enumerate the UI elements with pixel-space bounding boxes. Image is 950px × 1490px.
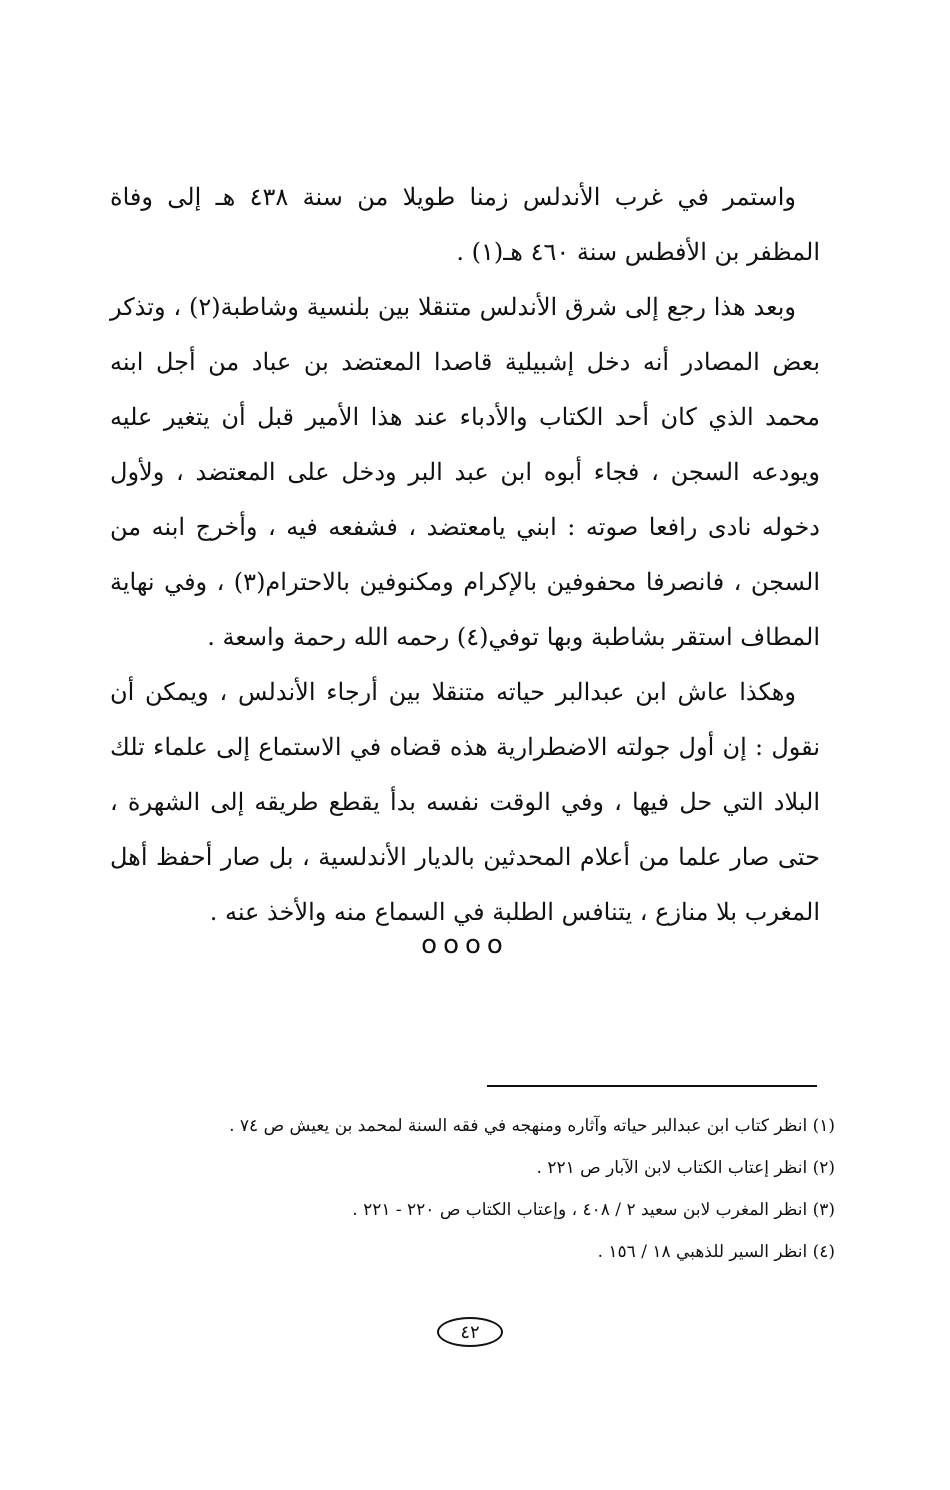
main-text <box>110 170 820 940</box>
paragraph-1: واستمر في غرب الأندلس زمنا طويلا من سنة ٤٣٨ هـ إلى وفاة المظفر بن الأفطس سنة ٤٦٠ هـ(١) . <box>110 183 820 266</box>
footnote-divider <box>487 1085 817 1087</box>
footnote-4: (٤) انظر السير للذهبي ١٨ / ١٥٦ . <box>597 1242 835 1262</box>
footnote-2: (٢) انظر إعتاب الكتاب لابن الآبار ص ٢٢١ . <box>536 1158 835 1178</box>
footnote-1: (١) انظر كتاب ابن عبدالبر حياته وآثاره ومنهجه في فقه السنة لمحمد بن يعيش ص ٧٤ . <box>229 1116 835 1136</box>
footnote-3: (٣) انظر المغرب لابن سعيد ٢ / ٤٠٨ ، وإعتاب الكتاب ص ٢٢٠ - ٢٢١ . <box>352 1200 835 1220</box>
footnotes <box>120 1105 835 1273</box>
section-ornament: oooo <box>421 930 509 960</box>
paragraph-2: وبعد هذا رجع إلى شرق الأندلس متنقلا بين بلنسية وشاطبة(٢) ، وتذكر بعض المصادر أنه دخل إشبيلية قاصدا المعتضد بن عباد من أجل ابنه محمد الذي كان أحد الكتاب والأدباء عند هذا الأمير قبل أن يتغير عليه ويودعه السجن ، فجاء أبوه ابن عبد البر ودخل على المعتضد ، ولأول دخوله نادى رافعا صوته : ابني يامعتضد ، فشفعه فيه ، وأخرج ابنه من السجن ، فانصرفا محفوفين بالإكرام ومكنوفين بالاحترام(٣) ، وفي نهاية المطاف استقر بشاطبة وبها توفي(٤) رحمه الله رحمة واسعة . <box>110 293 820 651</box>
paragraph-3: وهكذا عاش ابن عبدالبر حياته متنقلا بين أرجاء الأندلس ، ويمكن أن نقول : إن أول جولته الاضطرارية هذه قضاه في الاستماع إلى علماء تلك البلاد التي حل فيها ، وفي الوقت نفسه بدأ يقطع طريقه إلى الشهرة ، حتى صار علما من أعلام المحدثين بالديار الأندلسية ، بل صار أحفظ أهل المغرب بلا منازع ، يتنافس الطلبة في السماع منه والأخذ عنه . <box>110 678 820 926</box>
page-number: ٤٢ <box>437 1317 503 1347</box>
